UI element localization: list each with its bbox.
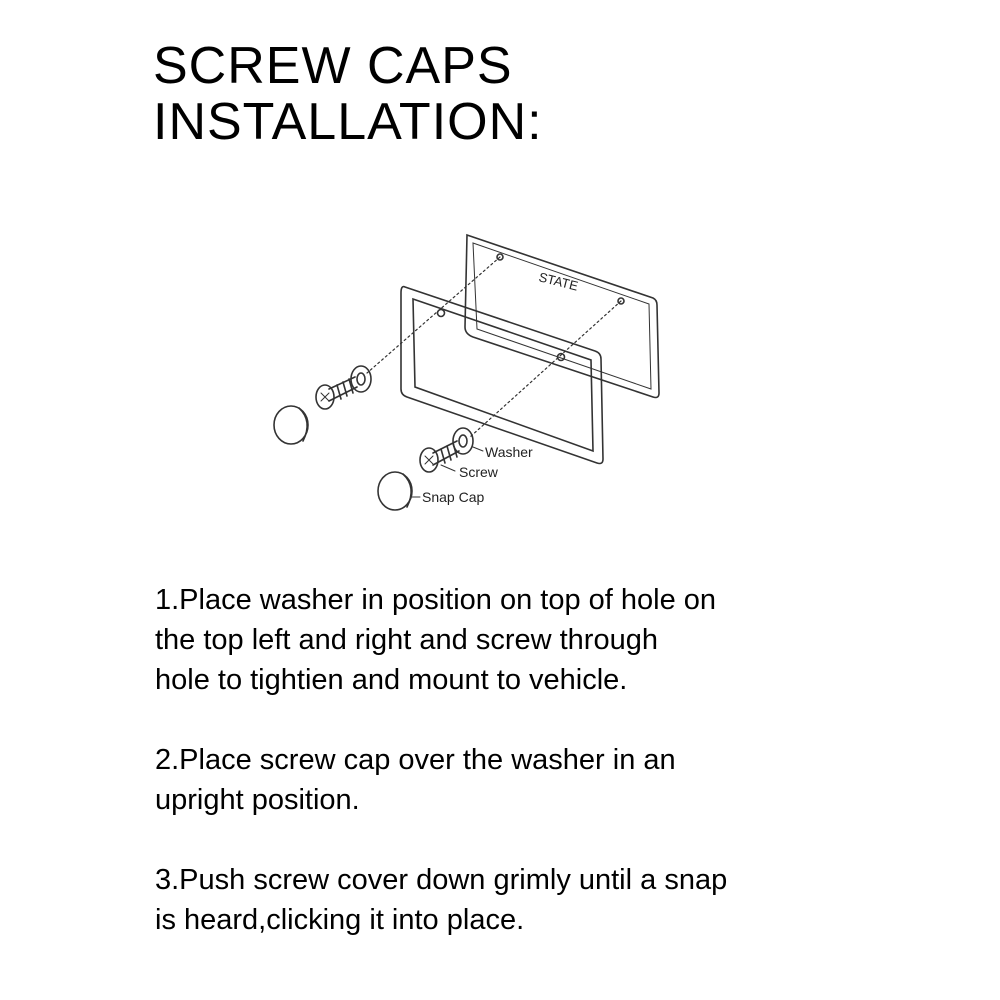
snap-cap-upper (274, 406, 308, 444)
page-title (153, 38, 543, 150)
step-1-line-1: 1.Place washer in position on top of hole on (155, 584, 717, 616)
instruction-steps (155, 580, 955, 980)
step-2 (155, 740, 955, 820)
screw-label: Screw (459, 464, 498, 480)
washer-label: Washer (485, 444, 533, 460)
plate-state-label: STATE (537, 269, 580, 294)
title-line-2: INSTALLATION: (153, 93, 543, 151)
step-2-line-1: 2.Place screw cap over the washer in an (155, 744, 676, 776)
step-3-line-2: is heard,clicking it into place. (155, 904, 525, 936)
step-2-line-2: upright position. (155, 784, 360, 816)
step-1-line-2: the top left and right and screw through (155, 624, 658, 656)
license-frame (401, 287, 603, 464)
step-1 (155, 580, 955, 700)
installation-diagram (255, 215, 675, 525)
step-1-line-3: hole to tightien and mount to vehicle. (155, 664, 628, 696)
snap-cap-label: Snap Cap (422, 489, 485, 505)
step-3-line-1: 3.Push screw cover down grimly until a snap (155, 864, 728, 896)
snap-cap-lower (378, 472, 412, 510)
title-line-1: SCREW CAPS (153, 37, 513, 95)
screw-lower (420, 441, 459, 472)
step-3 (155, 860, 955, 940)
